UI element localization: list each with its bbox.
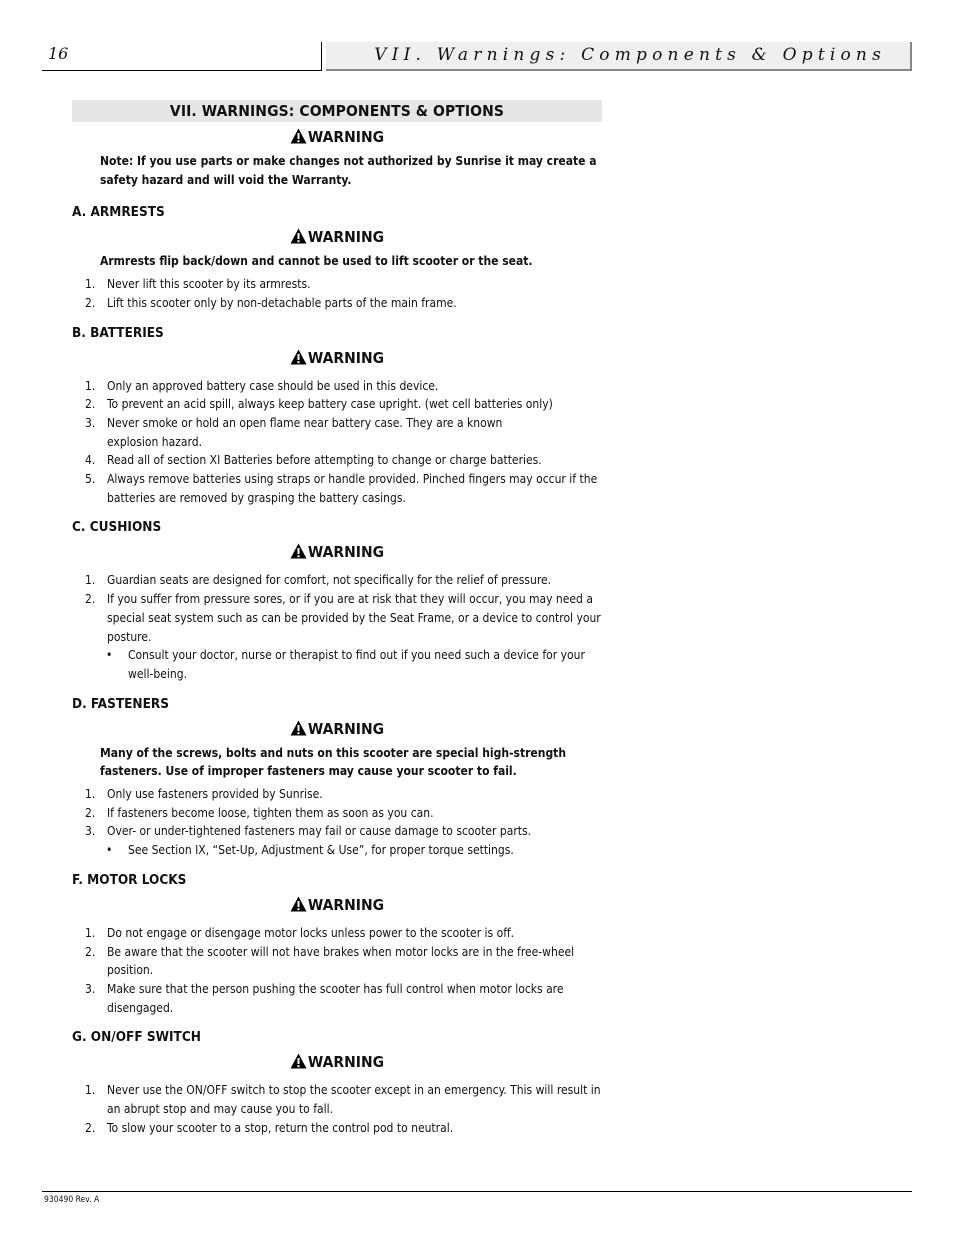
motor-locks-list [72,924,602,1018]
warning-heading: WARNING [72,894,602,916]
header-divider [321,42,322,71]
heading-on-off-switch: G. ON/OFF SWITCH [72,1029,201,1046]
armrests-list [72,275,602,312]
content-column [72,100,602,1138]
footer-rule [42,1191,912,1192]
warning-heading: WARNING [72,541,602,563]
heading-motor-locks: F. MOTOR LOCKS [72,871,187,888]
section-title: VII. WARNINGS: COMPONENTS & OPTIONS [72,100,602,122]
heading-cushions: C. CUSHIONS [72,519,162,536]
list-item: 1. Never use the ON/OFF switch to stop the scooter except in an emergency. This will result in an abrupt stop and may cause you to fall. [85,1083,601,1117]
header-title-box [326,42,912,71]
list-item: 2. Be aware that the scooter will not have brakes when motor locks are in the free-wheel position. [85,944,575,978]
list-item: 2. To slow your scooter to a stop, return the control pod to neutral. [85,1120,454,1135]
intro-note: Note: If you use parts or make changes not authorized by Sunrise it may create a safety hazard and will void the Warranty. [100,154,597,187]
warning-triangle-icon [290,543,307,559]
list-item: 3. Over- or under-tightened fasteners may fail or cause damage to scooter parts. [85,824,532,839]
warning-triangle-icon [290,228,307,244]
list-item: 2. If fasteners become loose, tighten them as soon as you can. [85,805,434,820]
switch-list [72,1081,602,1137]
list-item: 1. Only use fasteners provided by Sunrise. [85,787,323,802]
cushions-list [72,571,602,683]
warning-triangle-icon [290,128,307,144]
warning-heading: WARNING [72,347,602,369]
warning-triangle-icon [290,720,307,736]
list-item: 3. Never smoke or hold an open flame near battery case. They are a known explosion hazard. [85,415,503,449]
warning-heading: WARNING [72,226,602,248]
list-item: 1. Only an approved battery case should be used in this device. [85,378,439,393]
heading-fasteners: D. FASTENERS [72,695,169,712]
fasteners-note: Many of the screws, bolts and nuts on this scooter are special high-strength fasteners. Use of improper fasteners may cause your scooter to fail. [100,745,567,779]
footer-doc-number: 930490 Rev. A [44,1195,100,1205]
warning-triangle-icon [290,896,307,912]
list-item: 2. To prevent an acid spill, always keep battery case upright. (wet cell batteries only) [85,397,553,412]
list-item: 1. Guardian seats are designed for comfort, not specifically for the relief of pressure. [85,573,552,588]
list-item: 2. If you suffer from pressure sores, or if you are at risk that they will occur, you may need a special seat system such as can be provided by the Seat Frame, or a device to control your posture. [85,592,601,644]
list-item: 1. Never lift this scooter by its armrests. [85,277,311,292]
warning-triangle-icon [290,349,307,365]
warning-heading: WARNING [72,126,602,148]
header-title: VII. Warnings: Components & Options [374,45,886,65]
list-item: 2. Lift this scooter only by non-detachable parts of the main frame. [85,295,457,310]
batteries-list [72,377,602,508]
list-item: 1. Do not engage or disengage motor locks unless power to the scooter is off. [85,925,515,940]
heading-batteries: B. BATTERIES [72,324,164,341]
armrests-note: Armrests flip back/down and cannot be used to lift scooter or the seat. [100,254,533,269]
list-item: 5. Always remove batteries using straps or handle provided. Pinched fingers may occur if the batteries are removed by grasping the battery casings. [85,472,598,505]
list-item: 4. Read all of section XI Batteries before attempting to change or charge batteries. [85,453,542,468]
list-bullet: • See Section IX, “Set-Up, Adjustment & Use”, for proper torque settings. [106,843,514,858]
page-number: 16 [48,44,69,63]
header-left-rule [42,42,322,71]
warning-heading: WARNING [72,1051,602,1073]
fasteners-list [72,785,602,860]
warning-triangle-icon [290,1053,307,1069]
list-bullet: • Consult your doctor, nurse or therapist to find out if you need such a device for your well-being. [106,648,585,681]
heading-armrests: A. ARMRESTS [72,204,165,221]
list-item: 3. Make sure that the person pushing the scooter has full control when motor locks are disengaged. [85,981,564,1015]
warning-heading: WARNING [72,718,602,740]
